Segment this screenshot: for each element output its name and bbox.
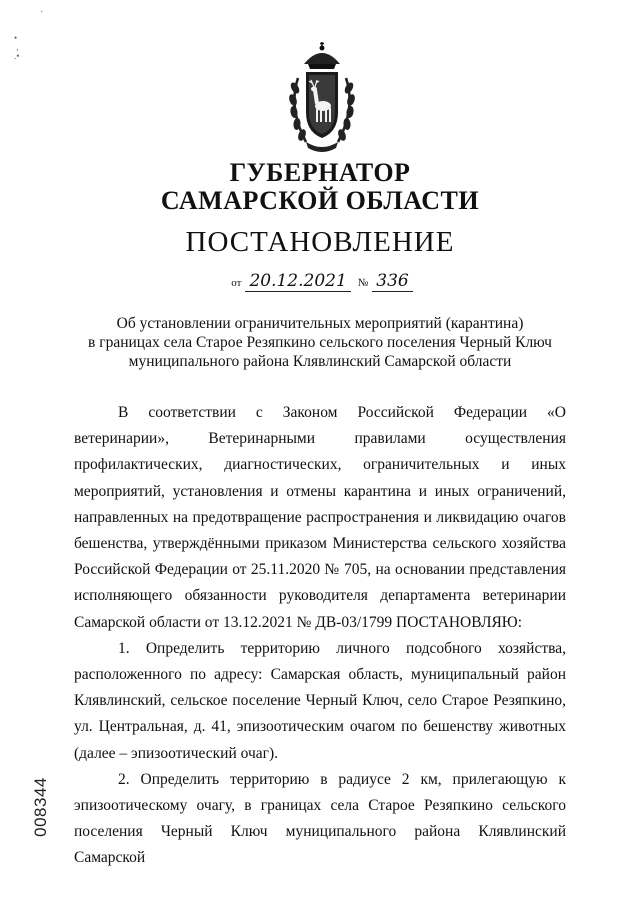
subject-line: Об установлении ограничительных мероприятий (карантина) [116,315,524,332]
organization-region: САМАРСКОЙ ОБЛАСТИ [160,186,480,215]
subject-line: муниципального района Клявлинский Самарской области [128,353,512,370]
date-number-line [0,271,640,291]
document-body [74,400,566,872]
document-type: ПОСТАНОВЛЕНИЕ [185,226,455,258]
number-value: 336 [372,271,412,292]
clause-paragraph-1: 1. Определить территорию личного подсобного хозяйства, расположенного по адресу: Самарская область, муниципальный район Клявлинский, сельское поселение Черный Ключ, село Старое Резяпкино, ул. Центральная, д. 41, эпизоотическим очагом по бешенству животных (далее – эпизоотический очаг). [74,639,566,762]
document-subject [40,314,600,371]
scan-mark: ˙ [40,10,44,21]
date-label: от [231,277,242,289]
registration-number [26,765,52,855]
scan-artifacts: • , .• [14,33,20,61]
number-label: № [357,277,369,289]
subject-line: в границах села Старое Резяпкино сельского поселения Черный Ключ [88,334,552,351]
organization-title: ГУБЕРНАТОР [229,158,411,187]
date-value: 20.12.2021 [245,271,350,292]
preamble-paragraph: В соответствии с Законом Российской Федерации «О ветеринарии», Ветеринарными правилами осуществления профилактических, диагностических, ограничительных и иных мероприятий, установления и отмены карантина и иных ограничений, направленных на предотвращение распространения и ликвидацию очагов бешенства, утверждёнными приказом Министерства сельского хозяйства Российской Федерации от 25.11.2020 № 705, на основании представления исполняющего обязанности руководителя департамента ветеринарии Самарской области от 13.12.2021 № ДВ-03/1799 ПОСТАНОВЛЯЮ: [74,404,566,631]
registration-number-text: 008344 [31,777,50,837]
clause-paragraph-2: 2. Определить территорию в радиусе 2 км, прилегающую к эпизоотическому очагу, в границах села Старое Резяпкино сельского поселения Черный Ключ муниципального района Клявлинский Самарской [74,770,566,867]
samara-coat-of-arms-icon [282,38,362,158]
